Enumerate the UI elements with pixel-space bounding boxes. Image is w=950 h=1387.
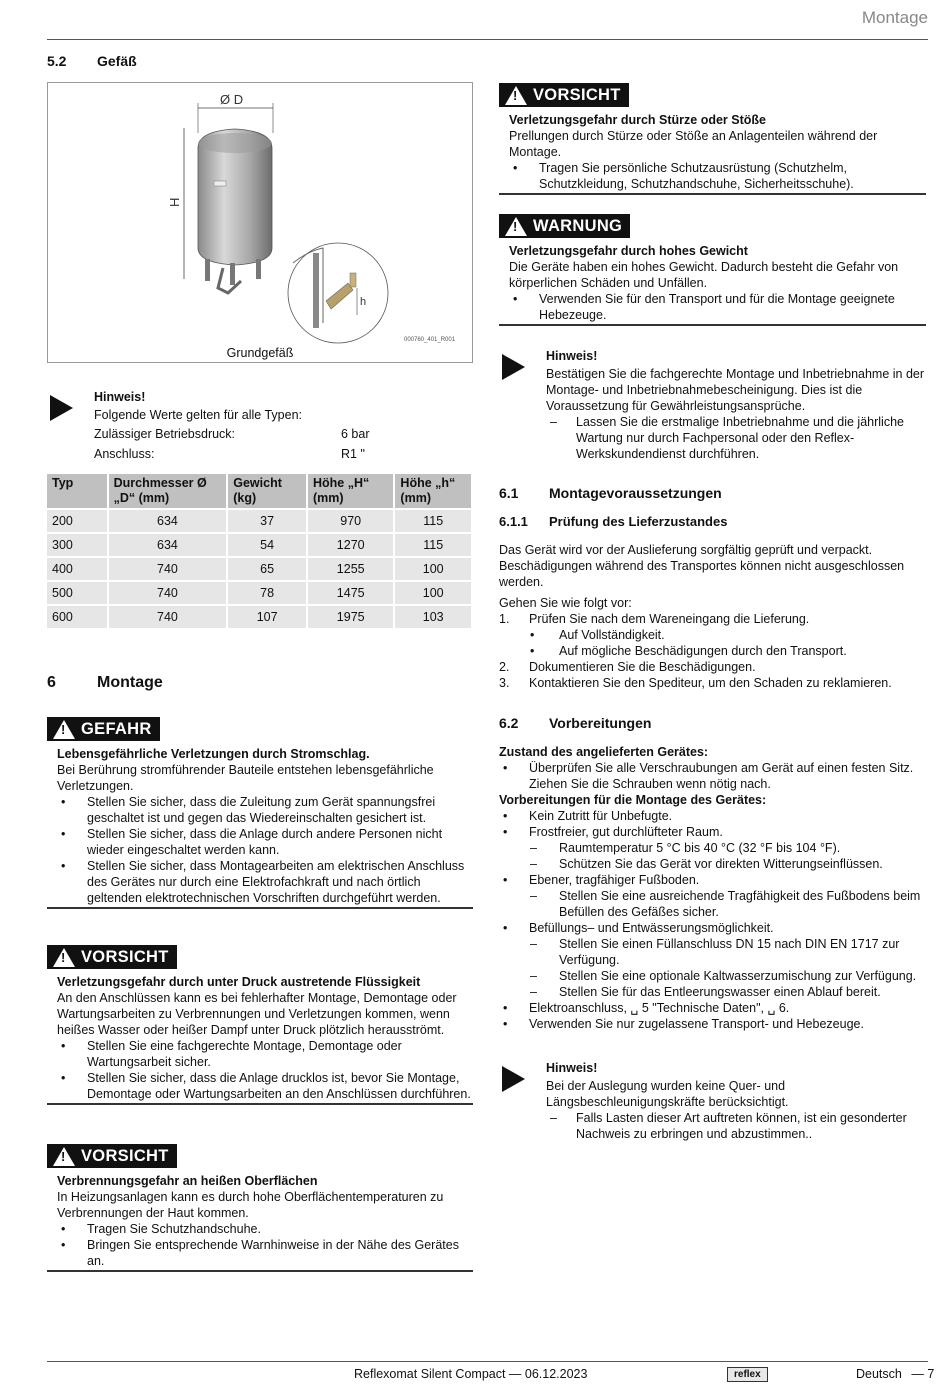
list-item: • Elektroanschluss, ␣ 5 "Technische Daten", ␣ 6. <box>503 1001 790 1015</box>
warning-triangle-icon: ! <box>53 720 75 739</box>
item-text: Befüllungs– und Entwässerungsmöglichkeit. <box>529 921 774 935</box>
list-item: • Stellen Sie sicher, dass die Anlage drucklos ist, bevor Sie Montage, Demontage oder Wartungsarbeiten an den Anschlüssen durchführen. <box>61 1070 471 1101</box>
caution-badge <box>499 83 629 107</box>
table-cell: 740 <box>109 582 227 604</box>
procedure-list <box>499 595 926 691</box>
item-text: Stellen Sie einen Füllanschluss DN 15 nach DIN EN 1717 zur Verfügung. <box>559 937 900 967</box>
list-subitem: – Schützen Sie das Gerät vor direkten Witterungseinflüssen. <box>530 857 883 871</box>
item-text: Stellen Sie sicher, dass die Anlage durch andere Personen nicht wieder eingeschaltet werden kann. <box>87 826 443 857</box>
warning-triangle-icon: ! <box>505 86 527 105</box>
hint-box-1 <box>94 389 474 462</box>
item-text[interactable]: Elektroanschluss, ␣ 5 "Technische Daten", ␣ 6. <box>529 1001 790 1015</box>
footer-rule <box>47 1361 928 1362</box>
column-header: Höhe „H“ (mm) <box>308 474 393 508</box>
item-text: Stellen Sie eine fachgerechte Montage, Demontage oder Wartungsarbeit sicher. <box>87 1038 402 1069</box>
section-heading-6-2 <box>499 715 651 731</box>
item-text: Dokumentieren Sie die Beschädigungen. <box>529 660 756 674</box>
language-label: Deutsch <box>856 1367 902 1381</box>
hint-row-connection <box>94 446 474 462</box>
warning-title: Verbrennungsgefahr an heißen Oberflächen <box>57 1173 318 1188</box>
list-item: • Befüllungs– und Entwässerungsmöglichkeit. <box>503 921 774 935</box>
table-cell: 54 <box>228 534 306 556</box>
item-text: Prüfen Sie nach dem Wareneingang die Lieferung. <box>529 612 810 626</box>
table-cell: 65 <box>228 558 306 580</box>
table-row <box>47 534 471 556</box>
delivery-text: Das Gerät wird vor der Auslieferung sorgfältig geprüft und verpackt. Beschädigungen während des Transportes können nicht ausgeschlossen werden. <box>499 543 905 589</box>
item-text: Frostfreier, gut durchlüfteter Raum. <box>529 825 723 839</box>
figure-caption: Grundgefäß <box>226 346 294 360</box>
caution-block-hot <box>47 1144 473 1272</box>
table-cell: 1270 <box>308 534 393 556</box>
warning-text: Bei Berührung stromführender Bauteile entstehen lebensgefährliche Verletzungen. <box>57 762 434 793</box>
warning-text: Die Geräte haben ein hohes Gewicht. Dadurch besteht die Gefahr von körperlichen Schäden und Unfällen. <box>509 259 899 290</box>
warning-title: Lebensgefährliche Verletzungen durch Stromschlag. <box>57 746 370 761</box>
table-cell: 400 <box>47 558 107 580</box>
table-cell: 200 <box>47 510 107 532</box>
warning-badge <box>499 214 630 238</box>
section-title: Montagevoraussetzungen <box>549 485 722 501</box>
list-item: • Kein Zutritt für Unbefugte. <box>503 809 673 823</box>
warning-title: Verletzungsgefahr durch Stürze oder Stöße <box>509 112 766 127</box>
footer-language <box>856 1366 934 1382</box>
danger-badge <box>47 717 160 741</box>
item-text: Auf mögliche Beschädigungen durch den Transport. <box>559 644 847 658</box>
item-text: Kontaktieren Sie den Spediteur, um den Schaden zu reklamieren. <box>529 676 892 690</box>
item-text: Stellen Sie sicher, dass Montagearbeiten am elektrischen Anschluss des Gerätes nur durch eine Elektrofachkraft und nach örtlich geltenden elektrotechnischen Vorschriften durchgeführt werden. <box>87 858 465 905</box>
section-title: Vorbereitungen <box>549 715 652 731</box>
diameter-label: Ø D <box>220 92 244 107</box>
item-text: Falls Lasten dieser Art auftreten können, ist ein gesonderter Nachweis zu erbringen und abzustimmen.. <box>576 1111 907 1141</box>
item-text: Tragen Sie persönliche Schutzausrüstung (Schutzhelm, Schutzkleidung, Schutzhandschuhe, Sicherheitsschuhe). <box>539 160 854 191</box>
list-item: 2. Dokumentieren Sie die Beschädigungen. <box>499 660 756 674</box>
table-cell: 634 <box>109 534 227 556</box>
section-title: Montage <box>97 674 163 691</box>
badge-label: GEFAHR <box>81 720 152 738</box>
list-subitem: • Auf mögliche Beschädigungen durch den Transport. <box>530 644 847 658</box>
warning-text: Prellungen durch Stürze oder Stöße an Anlagenteilen während der Montage. <box>509 128 878 159</box>
table-cell: 100 <box>395 582 471 604</box>
hint-arrow-icon <box>502 354 525 380</box>
hint-row-pressure <box>94 426 474 442</box>
warning-text: An den Anschlüssen kann es bei fehlerhafter Montage, Demontage oder Wartungsarbeiten zu Verbrennungen und Verletzungen kommen, wenn heißes Wasser oder heißer Dampf unter Druck plötzlich herausströmt. <box>57 990 457 1037</box>
list-item: • Tragen Sie Schutzhandschuhe. <box>61 1221 261 1236</box>
column-header: Höhe „h“ (mm) <box>395 474 471 508</box>
preparation-list <box>499 744 929 1032</box>
procedure-intro: Gehen Sie wie folgt vor: <box>499 596 632 610</box>
item-text: Tragen Sie Schutzhandschuhe. <box>87 1221 261 1236</box>
table-row <box>47 558 471 580</box>
item-text: Stellen Sie eine ausreichende Tragfähigkeit des Fußbodens beim Befüllen des Gefäßes sicher. <box>559 889 921 919</box>
reflex-logo: reflex <box>727 1367 768 1382</box>
connection-label: Anschluss: <box>94 447 155 461</box>
list-item: • Bringen Sie entsprechende Warnhinweise in der Nähe des Gerätes an. <box>61 1237 459 1268</box>
item-text: Überprüfen Sie alle Verschraubungen am Gerät auf einen festen Sitz. Ziehen Sie die Schrauben wenn nötig nach. <box>529 761 914 791</box>
list-subitem: – Stellen Sie einen Füllanschluss DN 15 nach DIN EN 1717 zur Verfügung. <box>530 937 900 967</box>
table-cell: 600 <box>47 606 107 628</box>
table-row <box>47 510 471 532</box>
caution-block-falls <box>499 83 926 195</box>
warning-text: In Heizungsanlagen kann es durch hohe Oberflächentemperaturen zu Verbrennungen der Haut kommen. <box>57 1189 444 1220</box>
warning-title: Verletzungsgefahr durch hohes Gewicht <box>509 243 748 258</box>
hint-title: Hinweis! <box>94 390 146 404</box>
hint-arrow-icon <box>502 1066 525 1092</box>
list-subitem: – Stellen Sie eine ausreichende Tragfähigkeit des Fußbodens beim Befüllen des Gefäßes sicher. <box>530 889 921 919</box>
section-number: 5.2 <box>47 53 67 69</box>
header-rule <box>47 39 928 40</box>
table-cell: 740 <box>109 558 227 580</box>
section-number: 6 <box>47 674 56 691</box>
list-item: • Stellen Sie eine fachgerechte Montage, Demontage oder Wartungsarbeit sicher. <box>61 1038 402 1069</box>
connection-value: R1 " <box>341 447 365 461</box>
section-heading-6-1 <box>499 485 722 501</box>
item-text: Kein Zutritt für Unbefugte. <box>529 809 673 823</box>
running-header: Montage <box>861 8 928 27</box>
table-cell: 300 <box>47 534 107 556</box>
section-heading-5-2 <box>47 53 137 69</box>
item-text: Verwenden Sie für den Transport und für die Montage geeignete Hebezeuge. <box>539 291 895 322</box>
column-header: Durchmesser Ø „D“ (mm) <box>109 474 227 508</box>
danger-block <box>47 717 473 909</box>
table-cell: 1475 <box>308 582 393 604</box>
height-label: H <box>167 197 182 207</box>
list-item: • Stellen Sie sicher, dass die Zuleitung zum Gerät spannungsfrei geschaltet ist und gegen das Wiedereinschalten gesichert ist. <box>61 794 436 825</box>
pressure-value: 6 bar <box>341 427 370 441</box>
badge-label: VORSICHT <box>81 948 169 966</box>
list-item: • Verwenden Sie nur zugelassene Transport- und Hebezeuge. <box>503 1017 864 1031</box>
list-subitem: • Auf Vollständigkeit. <box>530 628 665 642</box>
item-text: Raumtemperatur 5 °C bis 40 °C (32 °F bis 104 °F). <box>559 841 841 855</box>
list-subitem: – Raumtemperatur 5 °C bis 40 °C (32 °F bis 104 °F). <box>530 841 841 855</box>
list-item: • Ebener, tragfähiger Fußboden. <box>503 873 700 887</box>
warning-title: Verletzungsgefahr durch unter Druck austretende Flüssigkeit <box>57 974 421 989</box>
pressure-label: Zulässiger Betriebsdruck: <box>94 427 236 441</box>
hint-arrow-icon <box>50 395 73 421</box>
table-cell: 634 <box>109 510 227 532</box>
hint-text: Bestätigen Sie die fachgerechte Montage und Inbetriebnahme in der Montage- und Inbetriebnahmebescheinigung. Dies ist die Voraussetzung für Gewährleistungsansprüche. <box>546 367 925 413</box>
item-text: Schützen Sie das Gerät vor direkten Witterungseinflüssen. <box>559 857 883 871</box>
item-text: Stellen Sie sicher, dass die Anlage drucklos ist, bevor Sie Montage, Demontage oder Wartungsarbeiten an den Anschlüssen durchführen. <box>87 1070 471 1101</box>
warning-block-weight <box>499 214 926 326</box>
vessel-drawing <box>48 83 472 362</box>
item-text: Stellen Sie für das Entleerungswasser einen Ablauf bereit. <box>559 985 881 999</box>
section-title: Gefäß <box>97 53 137 69</box>
subheading: Zustand des angelieferten Gerätes: <box>499 745 709 759</box>
list-item: – Lassen Sie die erstmalige Inbetriebnahme und die jährliche Wartung nur durch Fachpersonal oder den Reflex-Werkskundendienst durchführen. <box>550 415 904 461</box>
table-cell: 740 <box>109 606 227 628</box>
section-heading-6 <box>47 675 163 691</box>
table-row <box>47 582 471 604</box>
table-cell: 103 <box>395 606 471 628</box>
item-text: Bringen Sie entsprechende Warnhinweise in der Nähe des Gerätes an. <box>87 1237 459 1268</box>
table-cell: 1255 <box>308 558 393 580</box>
table-cell: 970 <box>308 510 393 532</box>
list-item: • Tragen Sie persönliche Schutzausrüstung (Schutzhelm, Schutzkleidung, Schutzhandschuhe, Sicherheitsschuhe). <box>513 160 854 191</box>
caution-block-pressure <box>47 945 473 1105</box>
caution-badge <box>47 1144 177 1168</box>
table-cell: 115 <box>395 534 471 556</box>
list-item: • Verwenden Sie für den Transport und für die Montage geeignete Hebezeuge. <box>513 291 895 322</box>
spec-table <box>45 472 473 630</box>
list-subitem: – Stellen Sie für das Entleerungswasser einen Ablauf bereit. <box>530 985 881 999</box>
warning-triangle-icon: ! <box>53 948 75 967</box>
item-text: Stellen Sie sicher, dass die Zuleitung zum Gerät spannungsfrei geschaltet ist und gegen das Wiedereinschalten gesichert ist. <box>87 794 436 825</box>
table-cell: 115 <box>395 510 471 532</box>
list-item: • Stellen Sie sicher, dass Montagearbeiten am elektrischen Anschluss des Gerätes nur durch eine Elektrofachkraft und nach örtlich geltenden elektrotechnischen Vorschriften durchgeführt werden. <box>61 858 465 905</box>
section-title: Prüfung des Lieferzustandes <box>549 514 728 529</box>
section-number: 6.1.1 <box>499 514 528 529</box>
warning-triangle-icon: ! <box>53 1147 75 1166</box>
hint-title: Hinweis! <box>546 1061 598 1075</box>
section-heading-6-1-1 <box>499 514 727 530</box>
item-text: Ebener, tragfähiger Fußboden. <box>529 873 700 887</box>
table-cell: 107 <box>228 606 306 628</box>
hint-text: Folgende Werte gelten für alle Typen: <box>94 408 303 422</box>
item-text: Lassen Sie die erstmalige Inbetriebnahme und die jährliche Wartung nur durch Fachpersonal oder den Reflex-Werkskundendienst durchführen. <box>576 415 904 461</box>
list-item: – Falls Lasten dieser Art auftreten können, ist ein gesonderter Nachweis zu erbringen und abzustimmen.. <box>550 1111 907 1141</box>
badge-label: WARNUNG <box>533 217 623 235</box>
column-header: Gewicht (kg) <box>228 474 306 508</box>
item-text: Stellen Sie eine optionale Kaltwasserzumischung zur Verfügung. <box>559 969 917 983</box>
badge-label: VORSICHT <box>533 86 621 104</box>
list-item: • Überprüfen Sie alle Verschraubungen am Gerät auf einen festen Sitz. Ziehen Sie die Schrauben wenn nötig nach. <box>503 761 914 791</box>
hint-title: Hinweis! <box>546 349 598 363</box>
list-item: 1. Prüfen Sie nach dem Wareneingang die Lieferung. <box>499 612 810 626</box>
footer-document: Reflexomat Silent Compact — 06.12.2023 <box>354 1367 588 1381</box>
table-row <box>47 606 471 628</box>
table-cell: 78 <box>228 582 306 604</box>
table-cell: 1975 <box>308 606 393 628</box>
subheading: Vorbereitungen für die Montage des Gerätes: <box>499 793 767 807</box>
table-header-row <box>47 474 471 508</box>
table-cell: 37 <box>228 510 306 532</box>
hint-box-3 <box>546 1060 930 1142</box>
figure-vessel <box>47 82 473 363</box>
hint-box-2 <box>546 348 926 462</box>
list-item: • Frostfreier, gut durchlüfteter Raum. <box>503 825 723 839</box>
badge-label: VORSICHT <box>81 1147 169 1165</box>
item-text: Verwenden Sie nur zugelassene Transport- und Hebezeuge. <box>529 1017 864 1031</box>
table-cell: 500 <box>47 582 107 604</box>
table-cell: 100 <box>395 558 471 580</box>
list-item: • Stellen Sie sicher, dass die Anlage durch andere Personen nicht wieder eingeschaltet werden kann. <box>61 826 443 857</box>
section-number: 6.2 <box>499 715 519 731</box>
item-text: Auf Vollständigkeit. <box>559 628 665 642</box>
figure-code: 000760_401_R001 <box>404 337 456 343</box>
small-height-label: h <box>360 296 367 308</box>
list-subitem: – Stellen Sie eine optionale Kaltwasserzumischung zur Verfügung. <box>530 969 917 983</box>
hint-text: Bei der Auslegung wurden keine Quer- und Längsbeschleunigungskräfte berücksichtigt. <box>546 1079 789 1109</box>
column-header: Typ <box>47 474 107 508</box>
page-number: — 7 <box>911 1367 935 1381</box>
caution-badge <box>47 945 177 969</box>
list-item: 3. Kontaktieren Sie den Spediteur, um den Schaden zu reklamieren. <box>499 676 892 690</box>
section-number: 6.1 <box>499 485 519 501</box>
warning-triangle-icon: ! <box>505 217 527 236</box>
